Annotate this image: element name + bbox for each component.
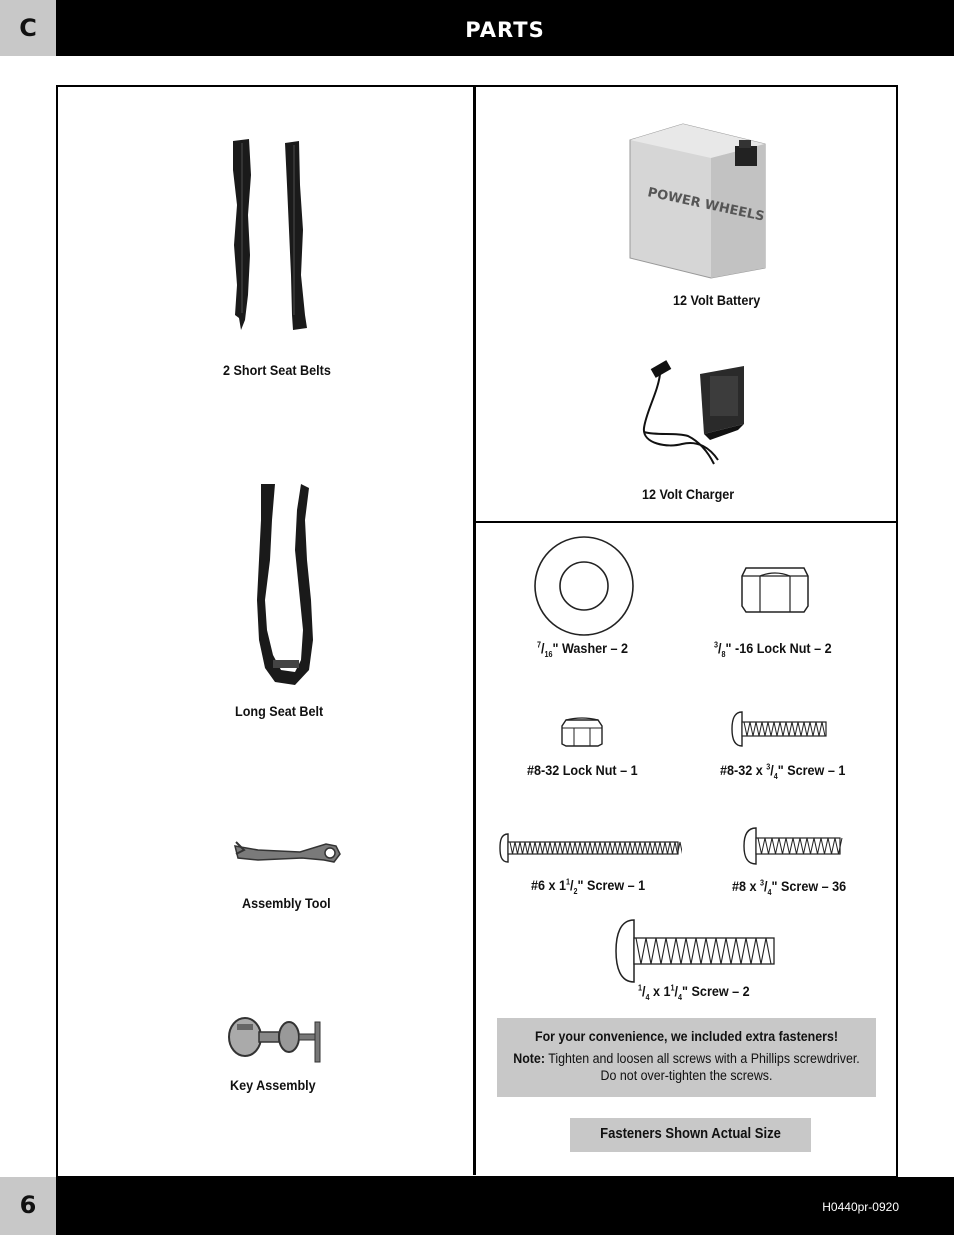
screw-quarter-label: $^1/_4$ x $1^1/_4$" Screw – 2 [638, 983, 750, 1002]
lock-nut-small-image [560, 716, 604, 748]
screw-8-image [742, 826, 844, 866]
page-title: PARTS [465, 18, 545, 42]
short-seat-belts-label: 2 Short Seat Belts [223, 362, 331, 378]
battery-label: 12 Volt Battery [673, 292, 761, 308]
row-divider [475, 521, 896, 523]
charger-label: 12 Volt Charger [642, 486, 735, 502]
key-assembly-label: Key Assembly [230, 1077, 316, 1093]
screw-8-32-image [730, 710, 830, 748]
long-seat-belt-image [245, 480, 325, 690]
fastener-note-box [497, 1018, 876, 1097]
page-number: 6 [19, 1191, 37, 1219]
lock-nut-small-label: #8-32 Lock Nut – 1 [527, 762, 638, 778]
screw-quarter-image [614, 918, 778, 984]
section-letter: C [19, 14, 37, 42]
screw-8-label: #8 x $^3/_4$" Screw – 36 [732, 878, 847, 897]
column-divider [473, 86, 476, 1175]
screw-8-32-label: #8-32 x $^3/_4$" Screw – 1 [720, 762, 846, 781]
note-line-2: Do not over-tighten the screws. [600, 1068, 773, 1083]
assembly-tool-label: Assembly Tool [242, 895, 331, 911]
screw-6-image [498, 832, 682, 864]
section-tab [0, 0, 56, 56]
lock-nut-large-image [740, 566, 810, 614]
doc-code: H0440pr-0920 [822, 1200, 899, 1214]
key-assembly-image [225, 1010, 325, 1065]
screw-6-label: #6 x $1^1/_2$" Screw – 1 [531, 877, 646, 896]
note-body [512, 1050, 861, 1084]
note-headline: For your convenience, we included extra fasteners! [534, 1029, 838, 1044]
lock-nut-large-label: $^3/_8$" -16 Lock Nut – 2 [714, 640, 832, 659]
washer-label: $^7/_{16}$" Washer – 2 [537, 640, 629, 659]
actual-size-box [570, 1118, 811, 1152]
parts-frame [56, 85, 898, 1178]
charger-image [638, 352, 748, 474]
note-label: Note: [513, 1051, 545, 1066]
long-seat-belt-label: Long Seat Belt [235, 703, 324, 719]
footer-bar [56, 1177, 954, 1235]
washer-image [532, 534, 636, 638]
header-bar [56, 0, 954, 56]
page-number-tab [0, 1177, 56, 1235]
battery-image [625, 118, 770, 280]
note-line-1: Tighten and loosen all screws with a Phillips screwdriver. [544, 1051, 860, 1066]
assembly-tool-image [230, 832, 345, 872]
actual-size-label: Fasteners Shown Actual Size [600, 1126, 781, 1142]
battery-brand-text: POWER WHEELS [646, 185, 766, 225]
short-seat-belts-image [215, 135, 325, 335]
